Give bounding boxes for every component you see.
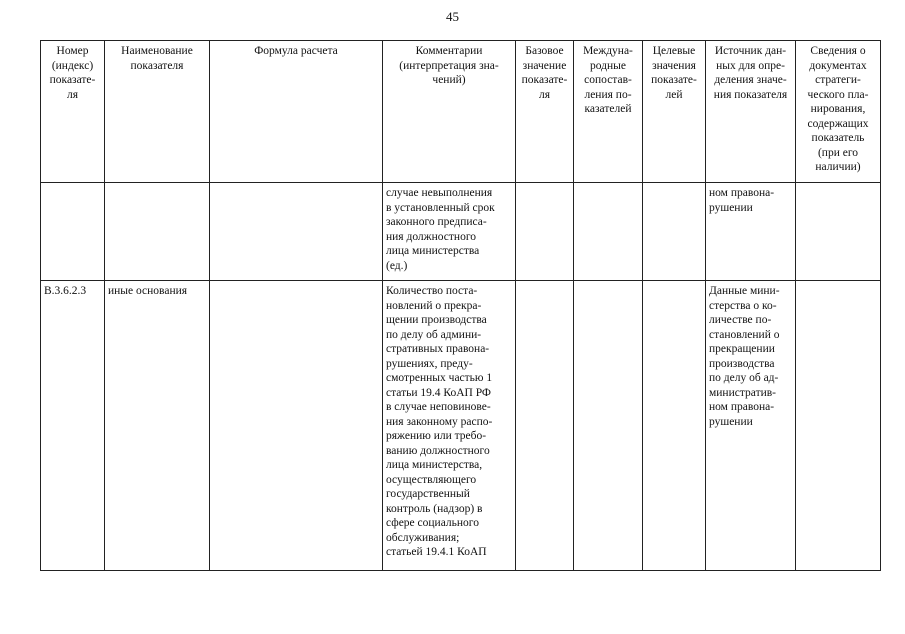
- indicators-table: [40, 40, 881, 571]
- table-row: [41, 183, 881, 281]
- header-name: Наименование показателя: [105, 41, 210, 183]
- cell-data-source: Данные мини- стерства о ко- личестве по- становлений о прекращении производства по делу об ад- министратив- ном правона- рушении: [706, 281, 796, 571]
- header-target-values: Целевые значения показате- лей: [643, 41, 706, 183]
- header-data-source: Источник дан- ных для опре- деления значе- ния показателя: [706, 41, 796, 183]
- cell-international: [574, 183, 643, 281]
- cell-international: [574, 281, 643, 571]
- cell-comment: Количество поста- новлений о прекра- щении производства по делу об админи- стративных правона- рушениях, преду- смотренных частью 1 статьи 19.4 КоАП РФ в случае неповинове- ния законному распо- ряжению или требо- ванию должностного лица министерства, осуществляющего государственный контроль (надзор) в сфере социального обслуживания; статьей 19.4.1 КоАП: [383, 281, 516, 571]
- cell-name: [105, 183, 210, 281]
- cell-formula: [210, 281, 383, 571]
- cell-base-value: [516, 183, 574, 281]
- cell-index: [41, 183, 105, 281]
- header-index: Номер (индекс) показате- ля: [41, 41, 105, 183]
- cell-target-values: [643, 183, 706, 281]
- cell-name: иные основания: [105, 281, 210, 571]
- header-base-value: Базовое значение показате- ля: [516, 41, 574, 183]
- header-international: Междуна- родные сопостав- ления по- казателей: [574, 41, 643, 183]
- cell-target-values: [643, 281, 706, 571]
- header-comment: Комментарии (интерпретация зна- чений): [383, 41, 516, 183]
- cell-documents: [796, 183, 881, 281]
- header-formula: Формула расчета: [210, 41, 383, 183]
- cell-data-source: ном правона- рушении: [706, 183, 796, 281]
- header-documents: Сведения о документах стратеги- ческого пла- нирования, содержащих показатель (при его наличии): [796, 41, 881, 183]
- cell-index: В.3.6.2.3: [41, 281, 105, 571]
- cell-formula: [210, 183, 383, 281]
- table-row: [41, 281, 881, 571]
- table-header-row: [41, 41, 881, 183]
- page-number: 45: [446, 9, 459, 24]
- cell-base-value: [516, 281, 574, 571]
- cell-comment: случае невыполнения в установленный срок законного предписа- ния должностного лица министерства (ед.): [383, 183, 516, 281]
- cell-documents: [796, 281, 881, 571]
